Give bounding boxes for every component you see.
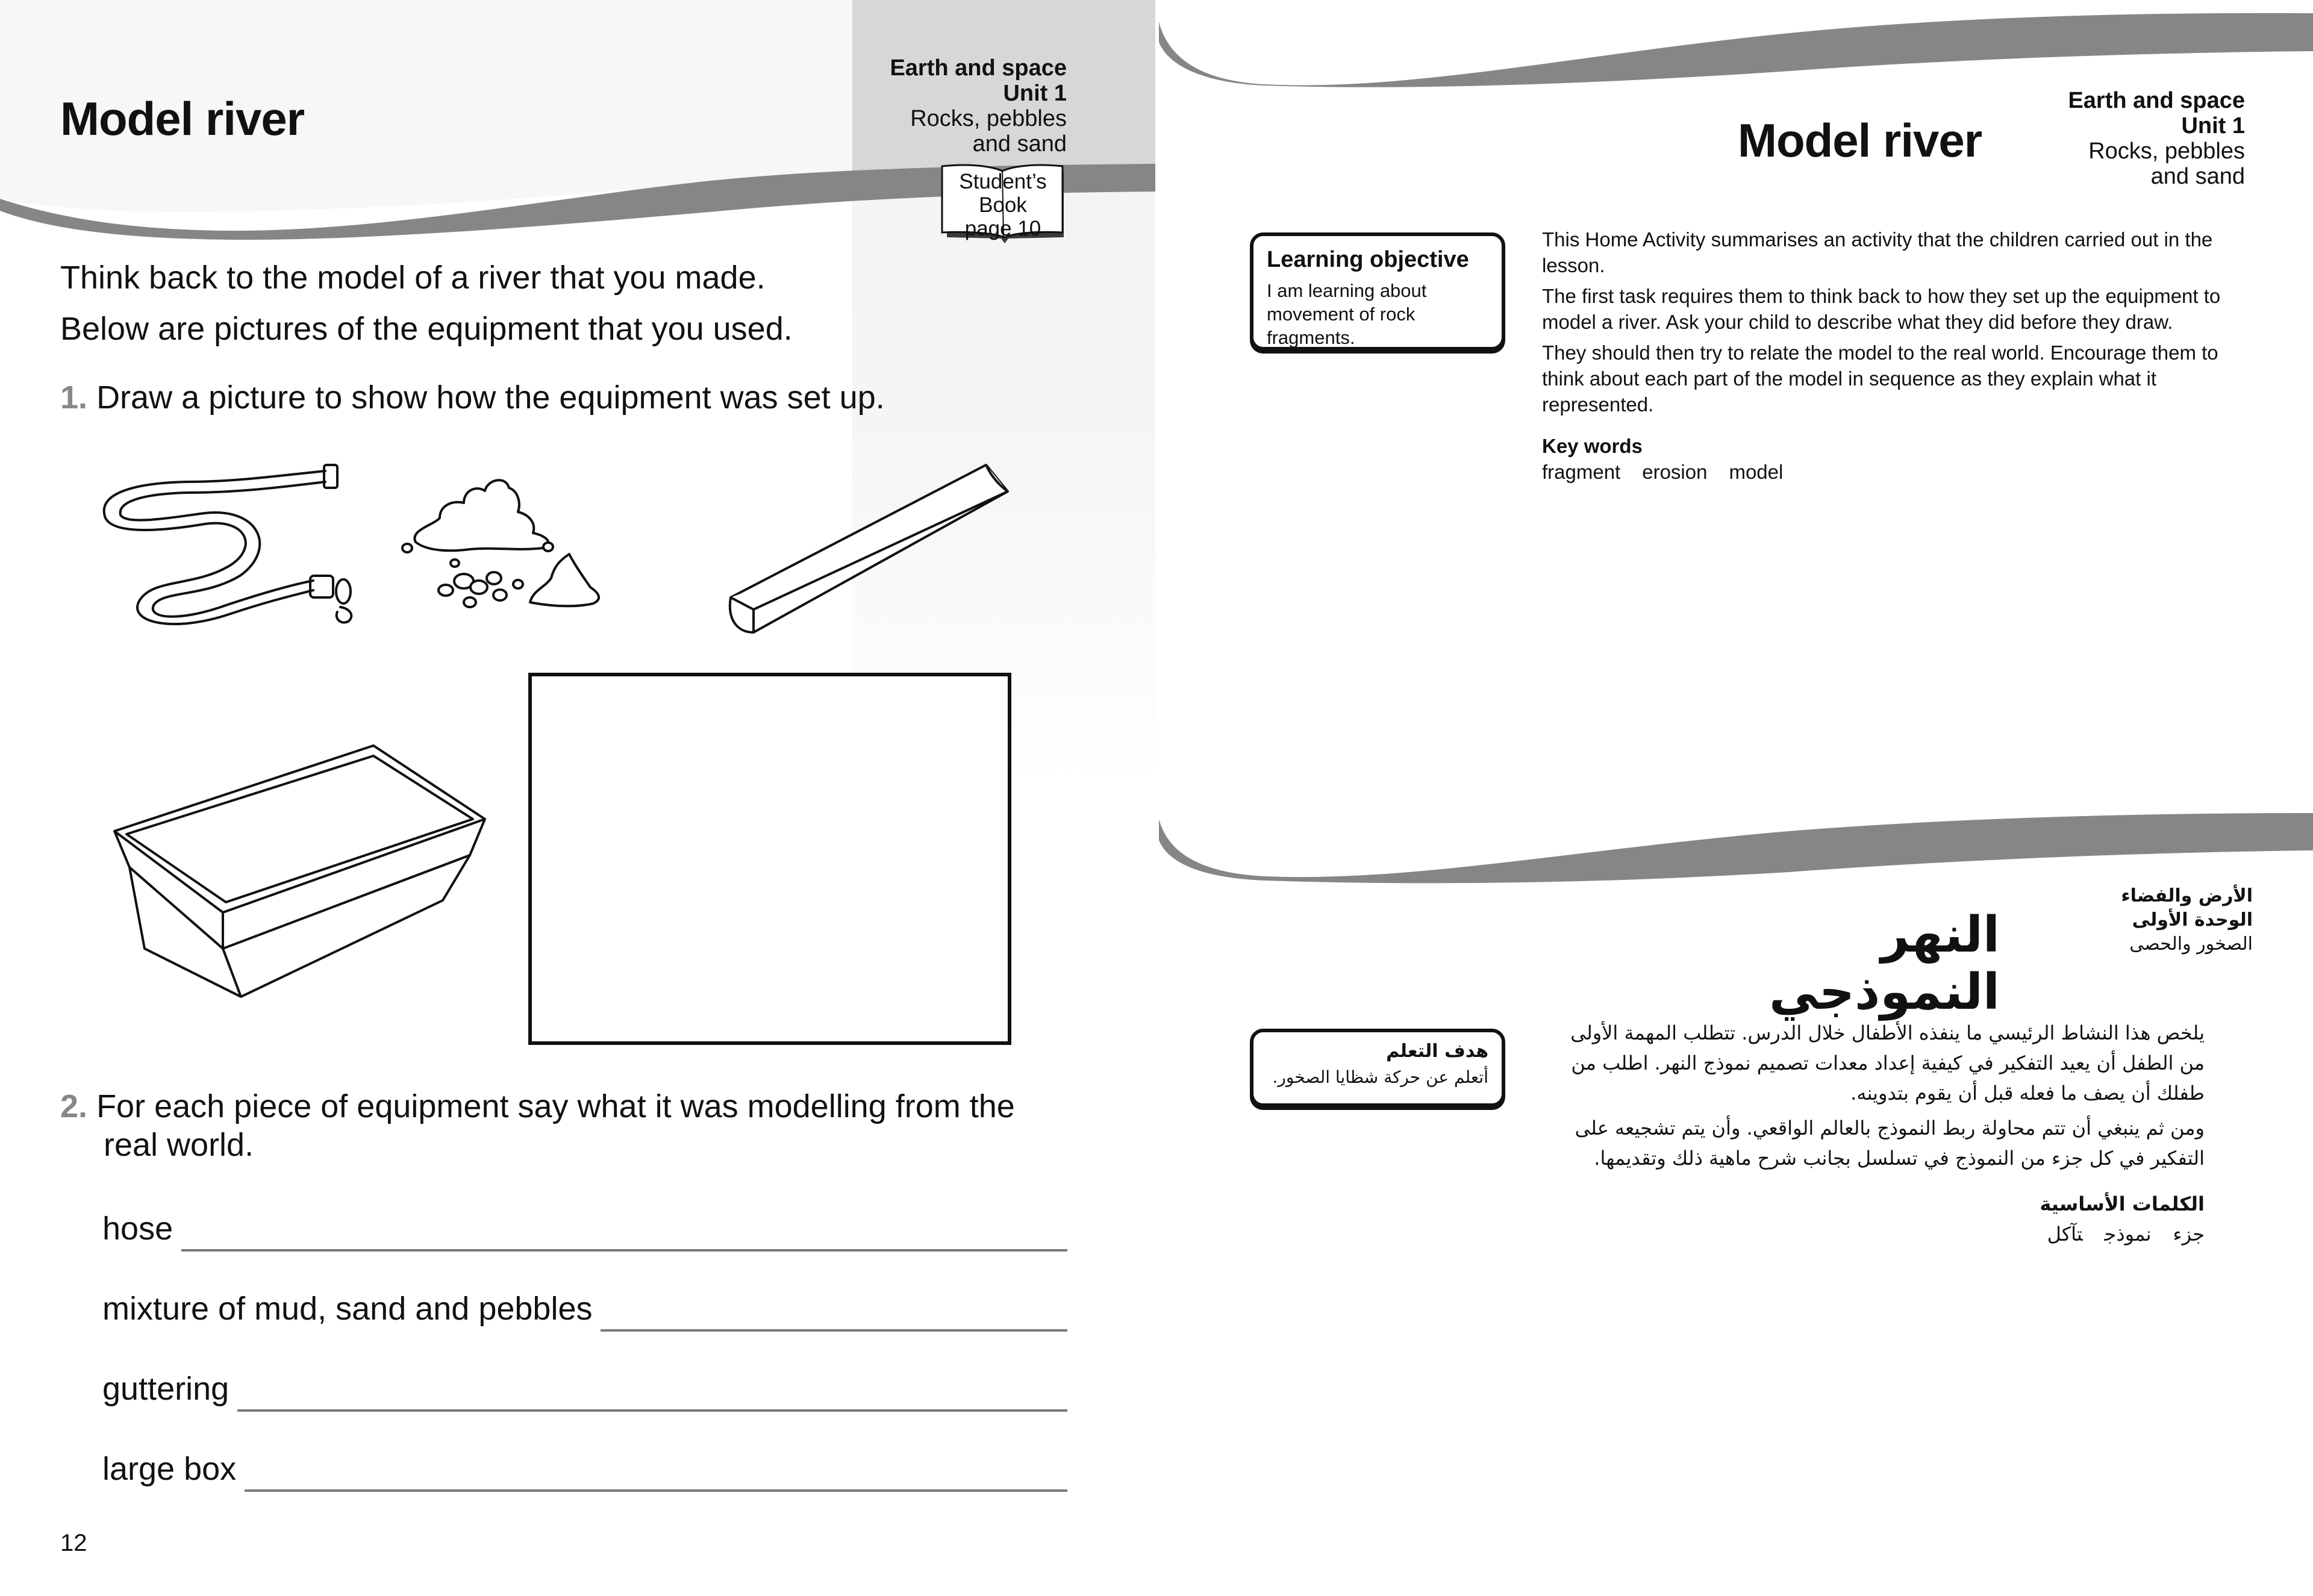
answer-line[interactable]	[181, 1249, 1067, 1252]
key-words-heading: Key words	[1542, 435, 1643, 457]
key-word: erosion	[1642, 461, 1708, 483]
answer-label: mixture of mud, sand and pebbles	[102, 1291, 593, 1327]
answer-label: guttering	[102, 1371, 229, 1407]
drawing-area[interactable]	[528, 673, 1011, 1045]
key-word: جزء	[2173, 1223, 2205, 1245]
key-word: نموذج	[2104, 1223, 2152, 1245]
paragraph: They should then try to relate the model to the real world. Encourage them to think about each part of the model in sequence as they explain what it represented.	[1542, 341, 2218, 416]
home-activity-text-en	[1542, 226, 2265, 485]
unit-subtitle: and sand	[2150, 164, 2245, 189]
unit-info-en	[2068, 88, 2245, 189]
learning-objective-text: I am learning about movement of rock fragments.	[1267, 280, 1427, 348]
hose-icon	[96, 458, 386, 638]
unit-subtitle: Rocks, pebbles	[910, 106, 1067, 131]
key-words-list	[1542, 459, 2265, 485]
unit-subtitle: and sand	[972, 131, 1067, 157]
topic-label: الأرض والفضاء	[2121, 885, 2253, 906]
question-1	[60, 378, 885, 417]
paragraph: The first task requires them to think back to how they set up the equipment to model a river. Ask your child to describe what they did before they draw.	[1542, 285, 2221, 333]
question-number: 2.	[60, 1088, 88, 1124]
answer-row	[102, 1445, 1067, 1487]
answer-row	[102, 1205, 1067, 1247]
question-number: 1.	[60, 379, 88, 416]
answer-label: hose	[102, 1211, 173, 1247]
page-number: 12	[60, 1530, 87, 1556]
learning-objective-text: أتعلم عن حركة شظايا الصخور.	[1272, 1067, 1488, 1087]
intro-line: Think back to the model of a river that you made.	[60, 260, 766, 296]
answer-row	[102, 1285, 1067, 1327]
unit-subtitle: الصخور والحصى	[2129, 934, 2253, 955]
guttering-icon	[720, 458, 1021, 638]
sb-line: page 10	[964, 217, 1041, 240]
divider-wave-band	[1156, 807, 2313, 885]
sb-line: Book	[979, 193, 1027, 217]
topic-label: Earth and space	[890, 55, 1067, 81]
answer-row	[102, 1365, 1067, 1407]
question-text: For each piece of equipment say what it was modelling from the	[96, 1088, 1015, 1124]
left-page	[0, 0, 1155, 1596]
answer-line[interactable]	[601, 1329, 1067, 1332]
key-words-heading: الكلمات الأساسية	[2040, 1192, 2205, 1215]
sb-line: Student’s	[959, 170, 1047, 193]
question-text: Draw a picture to show how the equipment was set up.	[96, 379, 885, 416]
paragraph: يلخص هذا النشاط الرئيسي ما ينفذه الأطفال خلال الدرس. تتطلب المهمة الأولى من الطفل أن يعيد التفكير في كيفية إعداد معدات تصميم نموذج النهر. اطلب من طفلك أن يصف ما فعله قبل أن يقوم بتدوينه.	[1570, 1021, 2205, 1105]
unit-label: الوحدة الأولى	[2132, 909, 2253, 930]
key-word: fragment	[1542, 461, 1621, 483]
intro-line: Below are pictures of the equipment that you used.	[60, 311, 793, 347]
learning-objective-heading: هدف التعلم	[1386, 1041, 1488, 1062]
page-title: Model river	[60, 92, 305, 145]
topic-label: Earth and space	[2068, 88, 2245, 113]
page-title-en: Model river	[1738, 114, 1982, 167]
answer-label: large box	[102, 1451, 237, 1487]
right-page	[1156, 0, 2313, 1596]
answer-line[interactable]	[237, 1409, 1067, 1412]
unit-label: Unit 1	[1003, 81, 1067, 106]
large-box-icon	[108, 741, 494, 1000]
question-2	[60, 1087, 1015, 1164]
paragraph: ومن ثم ينبغي أن تتم محاولة ربط النموذج بالعالم الواقعي. وأن يتم تشجيعه على التفكير في كل جزء من النموذج في تسلسل بجانب شرح ماهية ذلك وتقديمها.	[1575, 1117, 2205, 1170]
students-book-reference	[941, 170, 1065, 240]
unit-subtitle: Rocks, pebbles	[2088, 139, 2245, 164]
key-word: model	[1729, 461, 1784, 483]
mud-sand-pebbles-icon	[398, 476, 699, 614]
home-activity-text-ar	[1542, 1018, 2205, 1249]
question-text: real world.	[104, 1127, 254, 1163]
key-words-list	[1542, 1219, 2205, 1249]
learning-objective-box-ar	[1250, 1029, 1505, 1107]
unit-info-ar	[2121, 884, 2253, 956]
page-title-ar: النهر النموذجي	[1769, 906, 2000, 1021]
header-wave-band	[1156, 0, 2313, 90]
answer-line[interactable]	[245, 1489, 1067, 1492]
unit-info	[890, 55, 1067, 157]
learning-objective-heading: Learning objective	[1267, 247, 1469, 272]
unit-label: Unit 1	[2181, 113, 2245, 139]
key-word: تآكل	[2047, 1223, 2083, 1245]
paragraph: This Home Activity summarises an activity that the children carried out in the lesson.	[1542, 228, 2213, 276]
learning-objective-box	[1250, 232, 1505, 351]
